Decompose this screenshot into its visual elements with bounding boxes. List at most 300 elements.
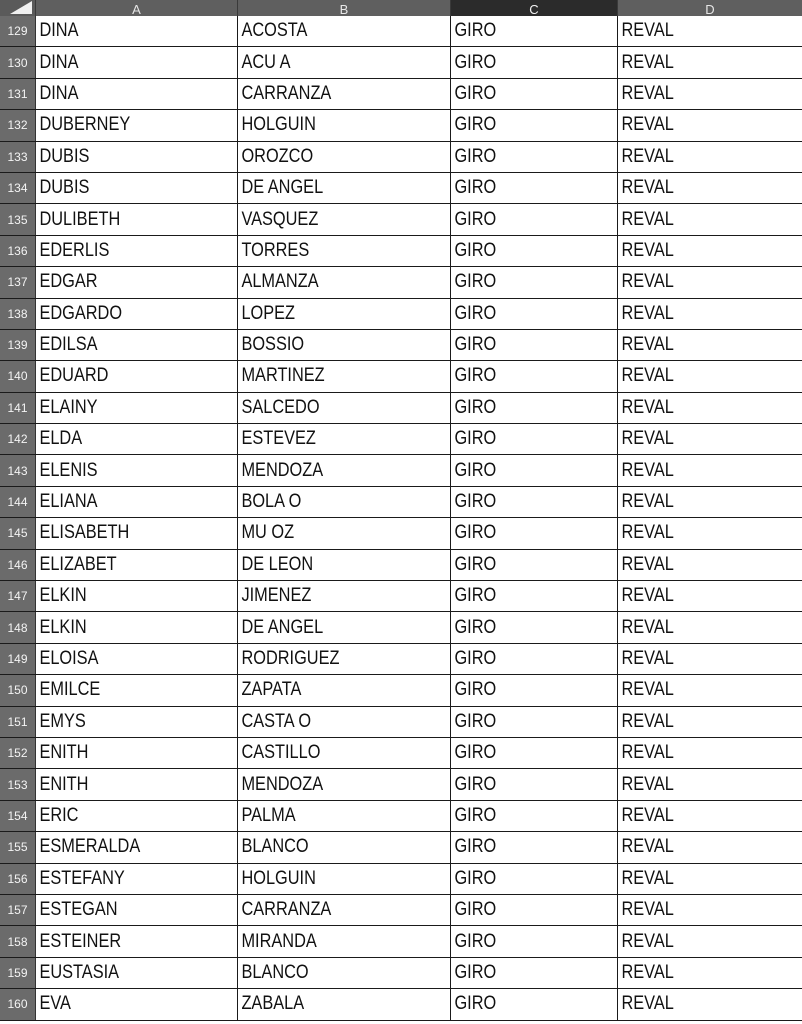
- last-name-cell[interactable]: [238, 267, 451, 297]
- cell-text: GIRO: [454, 491, 497, 513]
- status-cell[interactable]: [618, 236, 802, 266]
- status-cell[interactable]: [618, 581, 802, 611]
- cell-text: REVAL: [621, 867, 674, 889]
- row-number[interactable]: 148: [0, 612, 36, 642]
- cell-text: ELIANA: [39, 491, 98, 513]
- cell-text: HOLGUIN: [241, 114, 316, 136]
- row-number[interactable]: 141: [0, 393, 36, 423]
- row-number[interactable]: 159: [0, 958, 36, 988]
- cell-text: ENITH: [39, 742, 89, 764]
- table-row: [0, 236, 802, 267]
- type-cell[interactable]: [451, 487, 618, 517]
- last-name-cell[interactable]: [238, 299, 451, 329]
- last-name-cell[interactable]: [238, 675, 451, 705]
- status-cell[interactable]: [618, 864, 802, 894]
- cell-text: ACOSTA: [241, 20, 308, 42]
- cell-text: REVAL: [621, 899, 674, 921]
- type-cell[interactable]: [451, 926, 618, 956]
- cell-text: REVAL: [621, 114, 674, 136]
- column-header-a[interactable]: A: [36, 0, 238, 16]
- cell-text: EUSTASIA: [39, 961, 120, 983]
- last-name-cell[interactable]: [238, 738, 451, 768]
- status-cell[interactable]: [618, 16, 802, 46]
- cell-text: DINA: [39, 51, 79, 73]
- table-row: [0, 895, 802, 926]
- cell-text: GIRO: [454, 428, 497, 450]
- table-row: [0, 926, 802, 957]
- table-row: [0, 299, 802, 330]
- type-cell[interactable]: [451, 989, 618, 1019]
- cell-text: BLANCO: [241, 836, 309, 858]
- cell-text: GIRO: [454, 271, 497, 293]
- type-cell[interactable]: [451, 801, 618, 831]
- last-name-cell[interactable]: [238, 110, 451, 140]
- cell-text: REVAL: [621, 993, 674, 1015]
- first-name-cell[interactable]: [36, 330, 238, 360]
- last-name-cell[interactable]: [238, 644, 451, 674]
- cell-text: PALMA: [241, 804, 296, 826]
- cell-text: GIRO: [454, 522, 497, 544]
- cell-text: GIRO: [454, 208, 497, 230]
- status-cell[interactable]: [618, 738, 802, 768]
- first-name-cell[interactable]: [36, 487, 238, 517]
- cell-text: MIRANDA: [241, 930, 317, 952]
- status-cell[interactable]: [618, 173, 802, 203]
- row-number[interactable]: 143: [0, 455, 36, 485]
- type-cell[interactable]: [451, 79, 618, 109]
- table-row: [0, 707, 802, 738]
- cell-text: REVAL: [621, 585, 674, 607]
- last-name-cell[interactable]: [238, 895, 451, 925]
- table-row: [0, 142, 802, 173]
- last-name-cell[interactable]: [238, 16, 451, 46]
- cell-text: DULIBETH: [39, 208, 121, 230]
- cell-text: GIRO: [454, 334, 497, 356]
- row-number[interactable]: 137: [0, 267, 36, 297]
- cell-text: CASTILLO: [241, 742, 321, 764]
- cell-text: GIRO: [454, 616, 497, 638]
- cell-text: GIRO: [454, 396, 497, 418]
- cell-text: REVAL: [621, 428, 674, 450]
- last-name-cell[interactable]: [238, 393, 451, 423]
- table-row: [0, 267, 802, 298]
- status-cell[interactable]: [618, 895, 802, 925]
- status-cell[interactable]: [618, 110, 802, 140]
- cell-text: GIRO: [454, 177, 497, 199]
- status-cell[interactable]: [618, 204, 802, 234]
- first-name-cell[interactable]: [36, 518, 238, 548]
- row-number[interactable]: 154: [0, 801, 36, 831]
- row-number[interactable]: 134: [0, 173, 36, 203]
- cell-text: GIRO: [454, 773, 497, 795]
- cell-text: GIRO: [454, 114, 497, 136]
- row-number[interactable]: 157: [0, 895, 36, 925]
- table-row: [0, 550, 802, 581]
- cell-text: REVAL: [621, 836, 674, 858]
- column-header-b[interactable]: B: [238, 0, 451, 16]
- table-row: [0, 864, 802, 895]
- row-number[interactable]: 129: [0, 16, 36, 46]
- cell-text: REVAL: [621, 804, 674, 826]
- type-cell[interactable]: [451, 361, 618, 391]
- cell-text: DE ANGEL: [241, 616, 324, 638]
- type-cell[interactable]: [451, 769, 618, 799]
- cell-text: EMILCE: [39, 679, 101, 701]
- first-name-cell[interactable]: [36, 675, 238, 705]
- cell-text: GIRO: [454, 993, 497, 1015]
- cell-text: GIRO: [454, 585, 497, 607]
- type-cell[interactable]: [451, 895, 618, 925]
- table-row: [0, 769, 802, 800]
- cell-text: REVAL: [621, 365, 674, 387]
- cell-text: ACU A: [241, 51, 291, 73]
- first-name-cell[interactable]: [36, 864, 238, 894]
- table-row: [0, 989, 802, 1020]
- cell-text: REVAL: [621, 396, 674, 418]
- type-cell[interactable]: [451, 173, 618, 203]
- row-number[interactable]: 156: [0, 864, 36, 894]
- cell-text: RODRIGUEZ: [241, 648, 340, 669]
- status-cell[interactable]: [618, 330, 802, 360]
- cell-text: REVAL: [621, 51, 674, 73]
- status-cell[interactable]: [618, 769, 802, 799]
- last-name-cell[interactable]: [238, 361, 451, 391]
- first-name-cell[interactable]: [36, 393, 238, 423]
- column-header-row: [0, 0, 802, 16]
- table-row: [0, 612, 802, 643]
- first-name-cell[interactable]: [36, 926, 238, 956]
- first-name-cell[interactable]: [36, 204, 238, 234]
- table-row: [0, 361, 802, 392]
- row-number[interactable]: 136: [0, 236, 36, 266]
- cell-text: GIRO: [454, 239, 497, 261]
- type-cell[interactable]: [451, 581, 618, 611]
- first-name-cell[interactable]: [36, 16, 238, 46]
- first-name-cell[interactable]: [36, 455, 238, 485]
- table-row: [0, 518, 802, 549]
- cell-text: LOPEZ: [241, 302, 296, 324]
- first-name-cell[interactable]: [36, 801, 238, 831]
- first-name-cell[interactable]: [36, 550, 238, 580]
- cell-text: EDGARDO: [39, 302, 123, 324]
- status-cell[interactable]: [618, 47, 802, 77]
- status-cell[interactable]: [618, 801, 802, 831]
- table-row: [0, 16, 802, 47]
- row-number[interactable]: 138: [0, 299, 36, 329]
- cell-text: GIRO: [454, 710, 497, 732]
- cell-text: ELKIN: [39, 585, 87, 607]
- row-number[interactable]: 158: [0, 926, 36, 956]
- first-name-cell[interactable]: [36, 769, 238, 799]
- table-row: [0, 110, 802, 141]
- type-cell[interactable]: [451, 707, 618, 737]
- cell-text: ESMERALDA: [39, 836, 141, 858]
- row-number[interactable]: 142: [0, 424, 36, 454]
- cell-text: ELOISA: [39, 648, 99, 669]
- first-name-cell[interactable]: [36, 612, 238, 642]
- cell-text: CARRANZA: [241, 82, 332, 104]
- cell-text: ELKIN: [39, 616, 87, 638]
- status-cell[interactable]: [618, 644, 802, 674]
- type-cell[interactable]: [451, 330, 618, 360]
- type-cell[interactable]: [451, 110, 618, 140]
- status-cell[interactable]: [618, 361, 802, 391]
- cell-text: MENDOZA: [241, 459, 324, 481]
- row-number[interactable]: 151: [0, 707, 36, 737]
- type-cell[interactable]: [451, 236, 618, 266]
- cell-text: EDILSA: [39, 334, 98, 356]
- type-cell[interactable]: [451, 518, 618, 548]
- row-number[interactable]: 147: [0, 581, 36, 611]
- status-cell[interactable]: [618, 612, 802, 642]
- row-number[interactable]: 152: [0, 738, 36, 768]
- row-number[interactable]: 132: [0, 110, 36, 140]
- status-cell[interactable]: [618, 550, 802, 580]
- last-name-cell[interactable]: [238, 487, 451, 517]
- cell-text: REVAL: [621, 679, 674, 701]
- cell-text: MENDOZA: [241, 773, 324, 795]
- cell-text: DINA: [39, 20, 79, 42]
- cell-text: GIRO: [454, 961, 497, 983]
- cell-text: DE LEON: [241, 553, 314, 575]
- last-name-cell[interactable]: [238, 47, 451, 77]
- cell-text: EMYS: [39, 710, 86, 732]
- column-header-c[interactable]: C: [451, 0, 618, 16]
- cell-text: REVAL: [621, 491, 674, 513]
- cell-text: GIRO: [454, 20, 497, 42]
- type-cell[interactable]: [451, 644, 618, 674]
- row-number[interactable]: 155: [0, 832, 36, 862]
- first-name-cell[interactable]: [36, 958, 238, 988]
- type-cell[interactable]: [451, 958, 618, 988]
- status-cell[interactable]: [618, 267, 802, 297]
- type-cell[interactable]: [451, 832, 618, 862]
- status-cell[interactable]: [618, 455, 802, 485]
- type-cell[interactable]: [451, 393, 618, 423]
- cell-text: ELISABETH: [39, 522, 130, 544]
- cell-text: REVAL: [621, 616, 674, 638]
- cell-text: GIRO: [454, 804, 497, 826]
- cell-text: VASQUEZ: [241, 208, 319, 230]
- cell-text: REVAL: [621, 522, 674, 544]
- row-number[interactable]: 140: [0, 361, 36, 391]
- last-name-cell[interactable]: [238, 424, 451, 454]
- first-name-cell[interactable]: [36, 644, 238, 674]
- cell-text: REVAL: [621, 773, 674, 795]
- select-all-corner[interactable]: [0, 0, 36, 16]
- cell-text: REVAL: [621, 82, 674, 104]
- type-cell[interactable]: [451, 455, 618, 485]
- cell-text: CARRANZA: [241, 899, 332, 921]
- status-cell[interactable]: [618, 707, 802, 737]
- cell-text: JIMENEZ: [241, 585, 312, 607]
- cell-text: ZAPATA: [241, 679, 302, 701]
- row-number[interactable]: 153: [0, 769, 36, 799]
- cell-text: REVAL: [621, 334, 674, 356]
- status-cell[interactable]: [618, 299, 802, 329]
- type-cell[interactable]: [451, 47, 618, 77]
- cell-text: GIRO: [454, 867, 497, 889]
- last-name-cell[interactable]: [238, 330, 451, 360]
- table-row: [0, 644, 802, 675]
- last-name-cell[interactable]: [238, 958, 451, 988]
- status-cell[interactable]: [618, 424, 802, 454]
- type-cell[interactable]: [451, 612, 618, 642]
- cell-text: REVAL: [621, 930, 674, 952]
- status-cell[interactable]: [618, 518, 802, 548]
- type-cell[interactable]: [451, 299, 618, 329]
- first-name-cell[interactable]: [36, 361, 238, 391]
- first-name-cell[interactable]: [36, 236, 238, 266]
- row-number[interactable]: 146: [0, 550, 36, 580]
- first-name-cell[interactable]: [36, 47, 238, 77]
- first-name-cell[interactable]: [36, 267, 238, 297]
- cell-text: BLANCO: [241, 961, 309, 983]
- cell-text: ENITH: [39, 773, 89, 795]
- status-cell[interactable]: [618, 393, 802, 423]
- status-cell[interactable]: [618, 487, 802, 517]
- cell-text: EVA: [39, 993, 71, 1015]
- cell-text: GIRO: [454, 553, 497, 575]
- table-row: [0, 424, 802, 455]
- last-name-cell[interactable]: [238, 581, 451, 611]
- cell-text: REVAL: [621, 742, 674, 764]
- table-row: [0, 487, 802, 518]
- cell-text: DUBIS: [39, 145, 90, 167]
- cell-text: REVAL: [621, 648, 674, 669]
- cell-text: REVAL: [621, 208, 674, 230]
- status-cell[interactable]: [618, 989, 802, 1019]
- row-number[interactable]: 150: [0, 675, 36, 705]
- first-name-cell[interactable]: [36, 895, 238, 925]
- type-cell[interactable]: [451, 142, 618, 172]
- cell-text: ESTEFANY: [39, 867, 125, 889]
- column-header-d[interactable]: D: [618, 0, 802, 16]
- cell-text: GIRO: [454, 459, 497, 481]
- table-row: [0, 738, 802, 769]
- cell-text: GIRO: [454, 648, 497, 669]
- type-cell[interactable]: [451, 16, 618, 46]
- type-cell[interactable]: [451, 204, 618, 234]
- row-number[interactable]: 135: [0, 204, 36, 234]
- type-cell[interactable]: [451, 675, 618, 705]
- first-name-cell[interactable]: [36, 110, 238, 140]
- first-name-cell[interactable]: [36, 989, 238, 1019]
- cell-text: GIRO: [454, 930, 497, 952]
- last-name-cell[interactable]: [238, 455, 451, 485]
- row-number[interactable]: 131: [0, 79, 36, 109]
- last-name-cell[interactable]: [238, 769, 451, 799]
- last-name-cell[interactable]: [238, 79, 451, 109]
- row-number[interactable]: 149: [0, 644, 36, 674]
- cell-text: REVAL: [621, 710, 674, 732]
- first-name-cell[interactable]: [36, 142, 238, 172]
- status-cell[interactable]: [618, 926, 802, 956]
- last-name-cell[interactable]: [238, 864, 451, 894]
- type-cell[interactable]: [451, 267, 618, 297]
- cell-text: DUBERNEY: [39, 114, 131, 136]
- cell-text: REVAL: [621, 20, 674, 42]
- table-row: [0, 393, 802, 424]
- last-name-cell[interactable]: [238, 550, 451, 580]
- table-row: [0, 958, 802, 989]
- cell-text: ZABALA: [241, 993, 305, 1015]
- row-number[interactable]: 133: [0, 142, 36, 172]
- cell-text: GIRO: [454, 836, 497, 858]
- cell-text: REVAL: [621, 553, 674, 575]
- row-number[interactable]: 160: [0, 989, 36, 1019]
- cell-text: REVAL: [621, 177, 674, 199]
- last-name-cell[interactable]: [238, 518, 451, 548]
- last-name-cell[interactable]: [238, 142, 451, 172]
- type-cell[interactable]: [451, 550, 618, 580]
- last-name-cell[interactable]: [238, 989, 451, 1019]
- cell-text: EDUARD: [39, 365, 109, 387]
- cell-text: ESTEINER: [39, 930, 122, 952]
- cell-text: EDGAR: [39, 271, 98, 293]
- first-name-cell[interactable]: [36, 581, 238, 611]
- first-name-cell[interactable]: [36, 424, 238, 454]
- last-name-cell[interactable]: [238, 612, 451, 642]
- cell-text: CASTA O: [241, 710, 312, 732]
- last-name-cell[interactable]: [238, 926, 451, 956]
- type-cell[interactable]: [451, 864, 618, 894]
- cell-text: ESTEVEZ: [241, 428, 316, 450]
- table-row: [0, 79, 802, 110]
- status-cell[interactable]: [618, 958, 802, 988]
- last-name-cell[interactable]: [238, 204, 451, 234]
- last-name-cell[interactable]: [238, 236, 451, 266]
- cell-text: GIRO: [454, 679, 497, 701]
- table-row: [0, 204, 802, 235]
- cell-text: REVAL: [621, 239, 674, 261]
- cell-grid: [0, 16, 802, 1021]
- cell-text: GIRO: [454, 51, 497, 73]
- cell-text: GIRO: [454, 302, 497, 324]
- table-row: [0, 801, 802, 832]
- row-number[interactable]: 130: [0, 47, 36, 77]
- cell-text: TORRES: [241, 239, 310, 261]
- first-name-cell[interactable]: [36, 707, 238, 737]
- cell-text: ELENIS: [39, 459, 98, 481]
- first-name-cell[interactable]: [36, 173, 238, 203]
- table-row: [0, 675, 802, 706]
- status-cell[interactable]: [618, 142, 802, 172]
- type-cell[interactable]: [451, 738, 618, 768]
- row-number[interactable]: 144: [0, 487, 36, 517]
- type-cell[interactable]: [451, 424, 618, 454]
- status-cell[interactable]: [618, 832, 802, 862]
- first-name-cell[interactable]: [36, 299, 238, 329]
- cell-text: BOLA O: [241, 491, 302, 513]
- last-name-cell[interactable]: [238, 832, 451, 862]
- first-name-cell[interactable]: [36, 738, 238, 768]
- cell-text: GIRO: [454, 145, 497, 167]
- last-name-cell[interactable]: [238, 173, 451, 203]
- cell-text: ELAINY: [39, 396, 98, 418]
- row-number[interactable]: 145: [0, 518, 36, 548]
- status-cell[interactable]: [618, 79, 802, 109]
- cell-text: REVAL: [621, 961, 674, 983]
- row-number[interactable]: 139: [0, 330, 36, 360]
- cell-text: DUBIS: [39, 177, 90, 199]
- status-cell[interactable]: [618, 675, 802, 705]
- first-name-cell[interactable]: [36, 832, 238, 862]
- cell-text: ERIC: [39, 804, 79, 826]
- last-name-cell[interactable]: [238, 801, 451, 831]
- last-name-cell[interactable]: [238, 707, 451, 737]
- first-name-cell[interactable]: [36, 79, 238, 109]
